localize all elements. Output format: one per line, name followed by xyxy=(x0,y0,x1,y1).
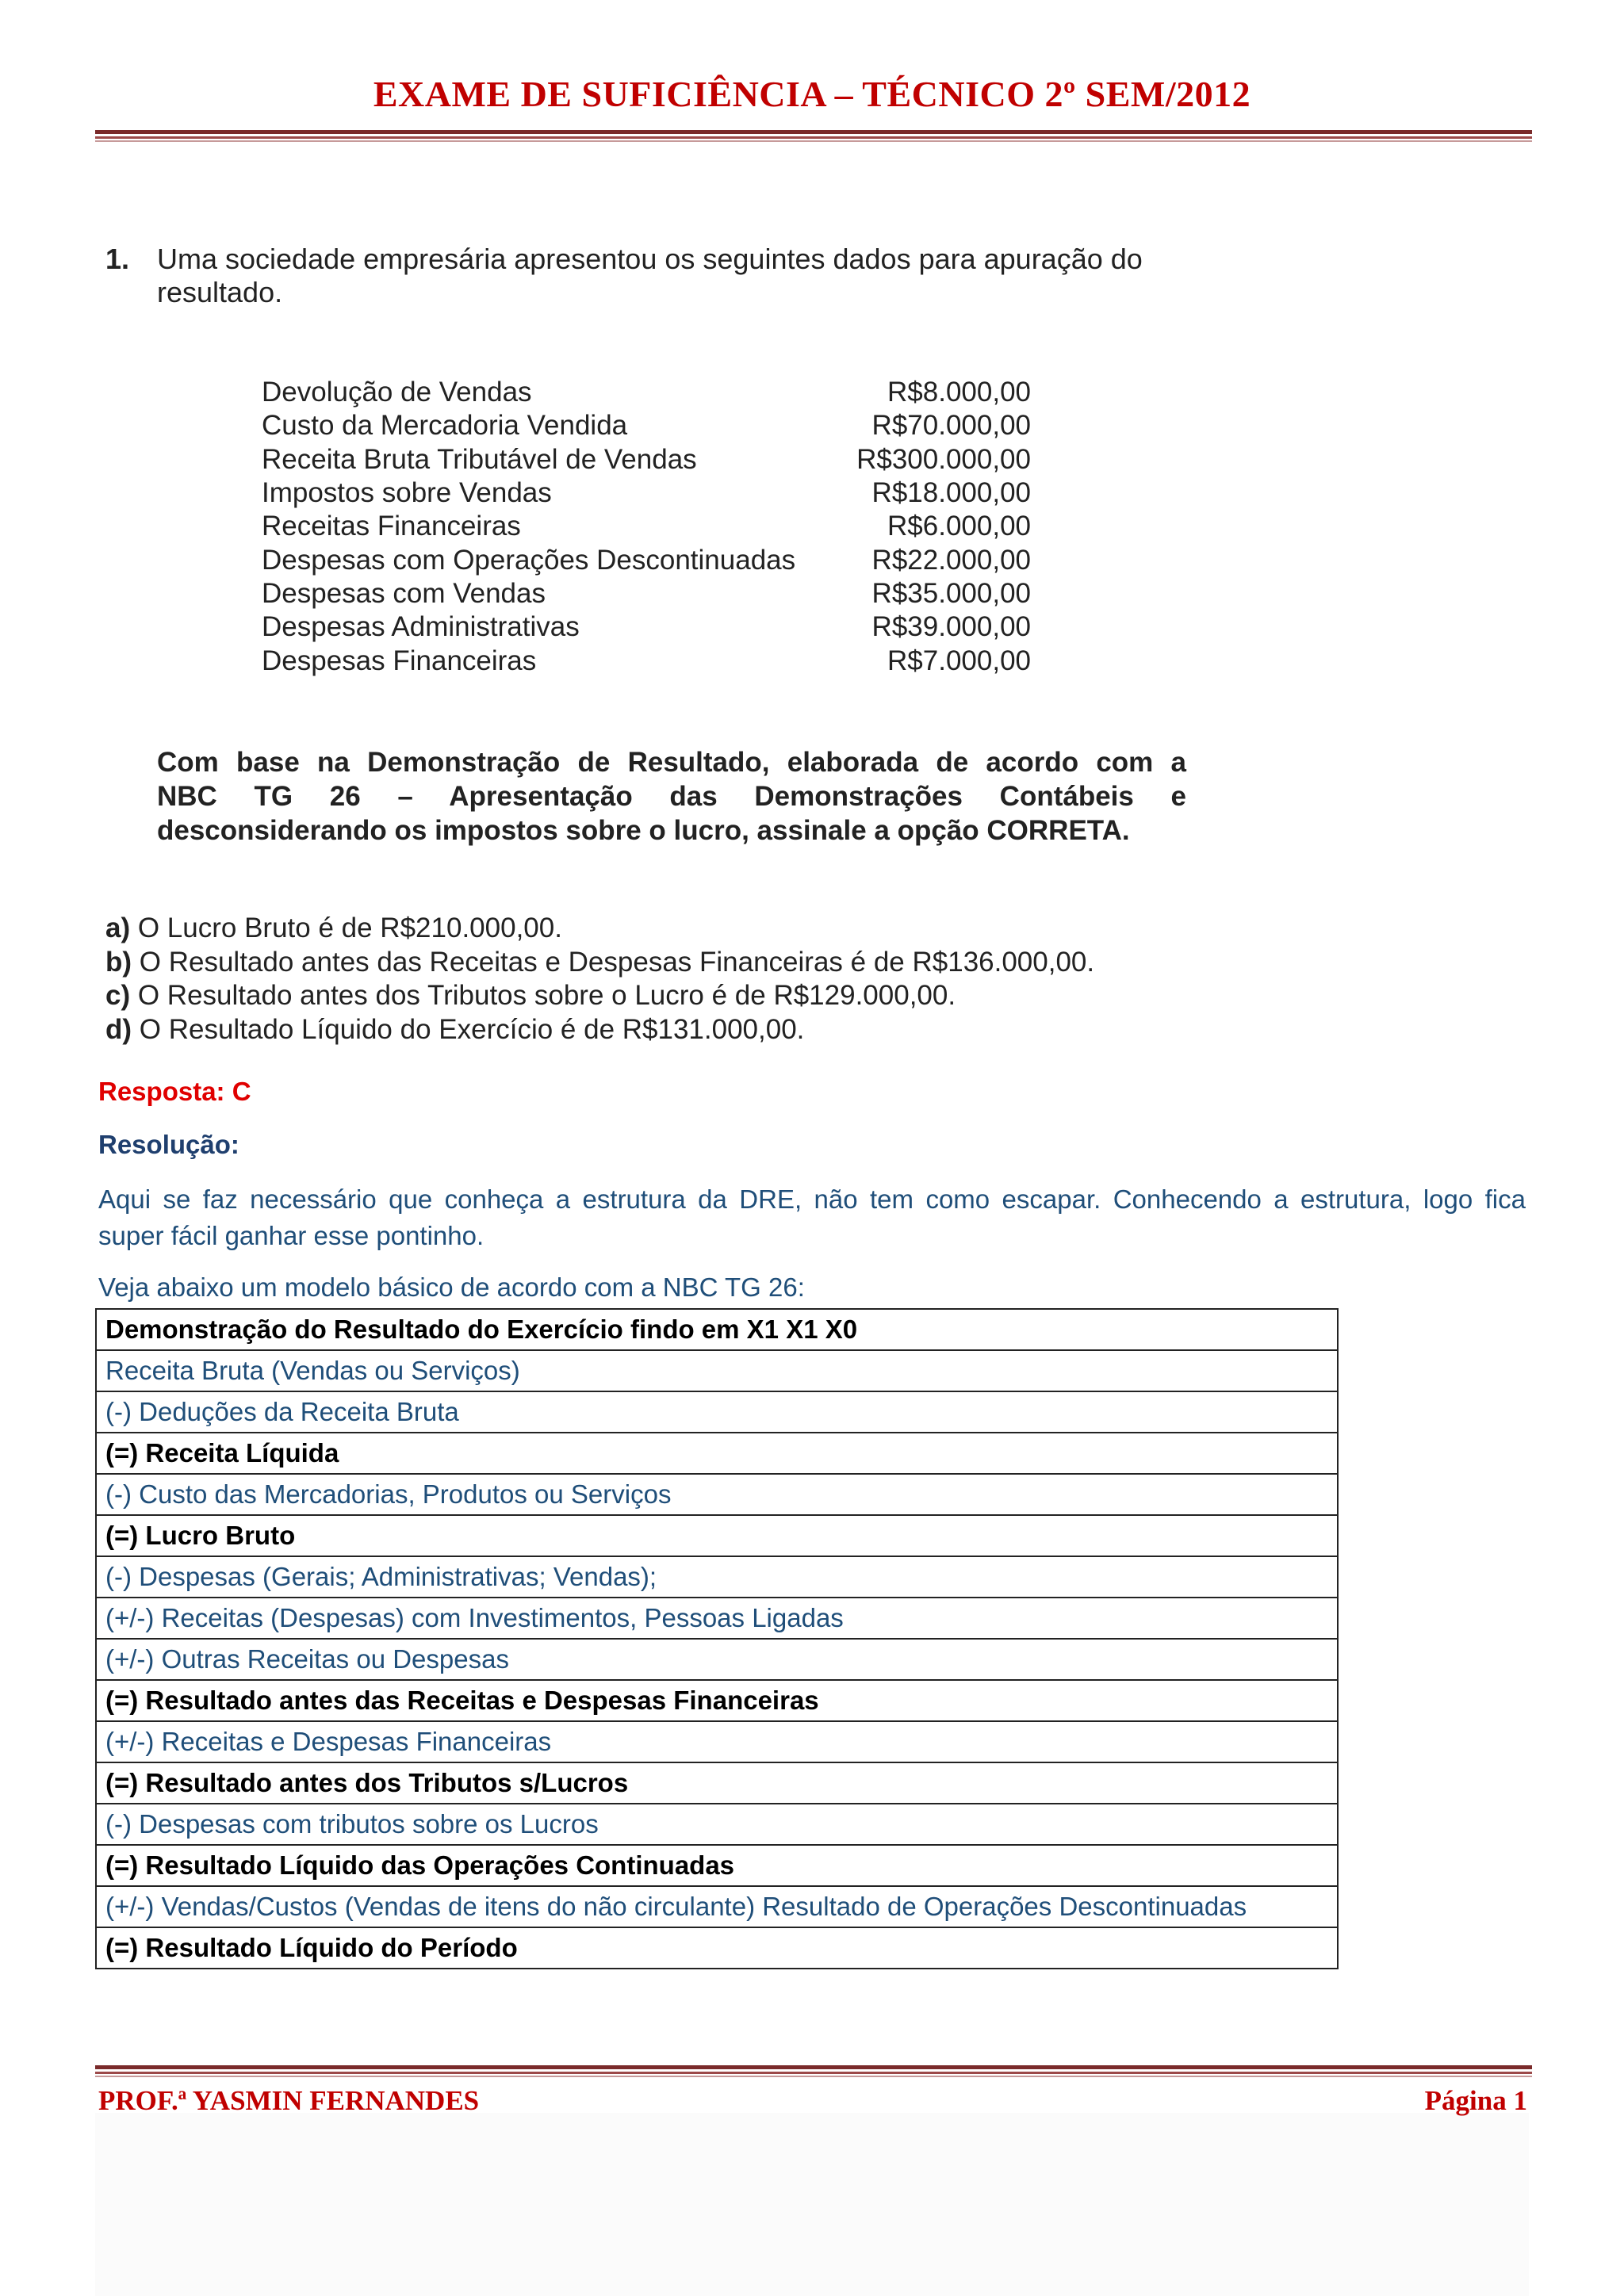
table-row xyxy=(96,1762,1338,1804)
data-row xyxy=(262,610,1031,644)
data-row xyxy=(262,476,1031,510)
data-label: Receita Bruta Tributável de Vendas xyxy=(262,443,697,475)
data-value: R$300.000,00 xyxy=(856,443,1031,475)
table-cell: (+/-) Vendas/Custos (Vendas de itens do não circulante) Resultado de Operações Descontinuadas xyxy=(96,1886,1338,1927)
resolution-paragraph xyxy=(98,1181,1526,1254)
question-stem-line: Uma sociedade empresária apresentou os seguintes dados para apuração do xyxy=(157,243,1143,275)
instruction-line: NBC TG 26 – Apresentação das Demonstrações Contábeis e xyxy=(157,781,1186,812)
paragraph-line: super fácil ganhar esse pontinho. xyxy=(98,1221,485,1250)
table-cell: (-) Custo das Mercadorias, Produtos ou Serviços xyxy=(96,1474,1338,1515)
data-row xyxy=(262,409,1031,442)
data-row xyxy=(262,577,1031,610)
question-stem xyxy=(157,243,1196,309)
table-cell: (=) Resultado Líquido do Período xyxy=(96,1927,1338,1969)
data-row xyxy=(262,443,1031,476)
data-label: Impostos sobre Vendas xyxy=(262,477,552,509)
data-value: R$7.000,00 xyxy=(887,645,1031,676)
data-value: R$35.000,00 xyxy=(871,577,1031,609)
table-cell: (+/-) Outras Receitas ou Despesas xyxy=(96,1639,1338,1680)
data-label: Despesas com Vendas xyxy=(262,577,546,609)
page-title: EXAME DE SUFICIÊNCIA – TÉCNICO 2º SEM/2012 xyxy=(373,74,1251,114)
table-cell: (=) Resultado antes dos Tributos s/Lucros xyxy=(96,1762,1338,1804)
footer-page-number: Página 1 xyxy=(1424,2085,1527,2116)
paragraph-line: Aqui se faz necessário que conheça a estrutura da DRE, não tem como escapar. Conhecendo a estrutura, logo fica xyxy=(98,1184,1526,1214)
resolution-heading: Resolução: xyxy=(98,1130,239,1159)
data-value: R$22.000,00 xyxy=(871,544,1031,576)
instruction-line: desconsiderando os impostos sobre o lucro, assinale a opção CORRETA. xyxy=(157,815,1130,846)
instruction-line: Com base na Demonstração de Resultado, elaborada de acordo com a xyxy=(157,747,1186,778)
table-row xyxy=(96,1680,1338,1721)
option-a xyxy=(105,912,1094,946)
option-d xyxy=(105,1013,1094,1047)
question-number: 1. xyxy=(105,243,130,275)
table-cell: (=) Resultado Líquido das Operações Continuadas xyxy=(96,1845,1338,1886)
answer-options xyxy=(105,912,1094,1047)
option-letter: c) xyxy=(105,980,131,1011)
table-row xyxy=(96,1804,1338,1845)
data-value: R$18.000,00 xyxy=(871,477,1031,509)
data-row xyxy=(262,644,1031,677)
data-label: Despesas Administrativas xyxy=(262,611,580,643)
answer-label: Resposta: C xyxy=(98,1077,251,1106)
table-row xyxy=(96,1350,1338,1391)
data-row xyxy=(262,376,1031,409)
table-cell: (-) Deduções da Receita Bruta xyxy=(96,1391,1338,1433)
table-row xyxy=(96,1886,1338,1927)
data-value: R$70.000,00 xyxy=(871,410,1031,442)
table-cell: (=) Lucro Bruto xyxy=(96,1515,1338,1556)
header-rule xyxy=(95,130,1532,144)
table-row xyxy=(96,1391,1338,1433)
data-value: R$6.000,00 xyxy=(887,511,1031,542)
option-letter: d) xyxy=(105,1013,132,1045)
table-intro: Veja abaixo um modelo básico de acordo com a NBC TG 26: xyxy=(98,1272,805,1302)
data-label: Devolução de Vendas xyxy=(262,377,532,408)
table-cell: Receita Bruta (Vendas ou Serviços) xyxy=(96,1350,1338,1391)
table-cell: (-) Despesas com tributos sobre os Lucros xyxy=(96,1804,1338,1845)
table-row xyxy=(96,1515,1338,1556)
footer-rule xyxy=(95,2065,1532,2080)
option-text: O Resultado Líquido do Exercício é de R$131.000,00. xyxy=(139,1013,805,1045)
option-letter: b) xyxy=(105,946,132,978)
data-value: R$8.000,00 xyxy=(887,377,1031,408)
table-row xyxy=(96,1927,1338,1969)
option-letter: a) xyxy=(105,913,131,943)
table-row xyxy=(96,1845,1338,1886)
data-label: Receitas Financeiras xyxy=(262,511,521,542)
table-cell: (+/-) Receitas e Despesas Financeiras xyxy=(96,1721,1338,1762)
table-row xyxy=(96,1598,1338,1639)
table-cell: (=) Receita Líquida xyxy=(96,1433,1338,1474)
table-row xyxy=(96,1556,1338,1598)
table-row xyxy=(96,1639,1338,1680)
option-c xyxy=(105,979,1094,1013)
question-data-table xyxy=(262,376,1031,678)
page-lower-shade xyxy=(95,2113,1529,2296)
option-text: O Lucro Bruto é de R$210.000,00. xyxy=(137,913,562,943)
table-cell: (+/-) Receitas (Despesas) com Investimentos, Pessoas Ligadas xyxy=(96,1598,1338,1639)
data-row xyxy=(262,510,1031,543)
table-cell: (=) Resultado antes das Receitas e Despesas Financeiras xyxy=(96,1680,1338,1721)
dre-model-table xyxy=(95,1308,1339,1969)
table-cell: Demonstração do Resultado do Exercício findo em X1 X1 X0 xyxy=(96,1309,1338,1350)
table-row xyxy=(96,1309,1338,1350)
table-row xyxy=(96,1474,1338,1515)
table-cell: (-) Despesas (Gerais; Administrativas; Vendas); xyxy=(96,1556,1338,1598)
option-b xyxy=(105,946,1094,980)
footer-author: PROF.ª YASMIN FERNANDES xyxy=(98,2085,480,2116)
data-label: Despesas com Operações Descontinuadas xyxy=(262,544,796,576)
table-row xyxy=(96,1721,1338,1762)
data-label: Custo da Mercadoria Vendida xyxy=(262,410,628,442)
question-stem-line: resultado. xyxy=(157,276,283,308)
data-value: R$39.000,00 xyxy=(871,611,1031,643)
option-text: O Resultado antes dos Tributos sobre o Lucro é de R$129.000,00. xyxy=(137,980,956,1011)
data-label: Despesas Financeiras xyxy=(262,645,537,676)
question-instruction xyxy=(157,745,1186,848)
data-row xyxy=(262,543,1031,576)
option-text: O Resultado antes das Receitas e Despesas Financeiras é de R$136.000,00. xyxy=(139,946,1095,978)
table-row xyxy=(96,1433,1338,1474)
